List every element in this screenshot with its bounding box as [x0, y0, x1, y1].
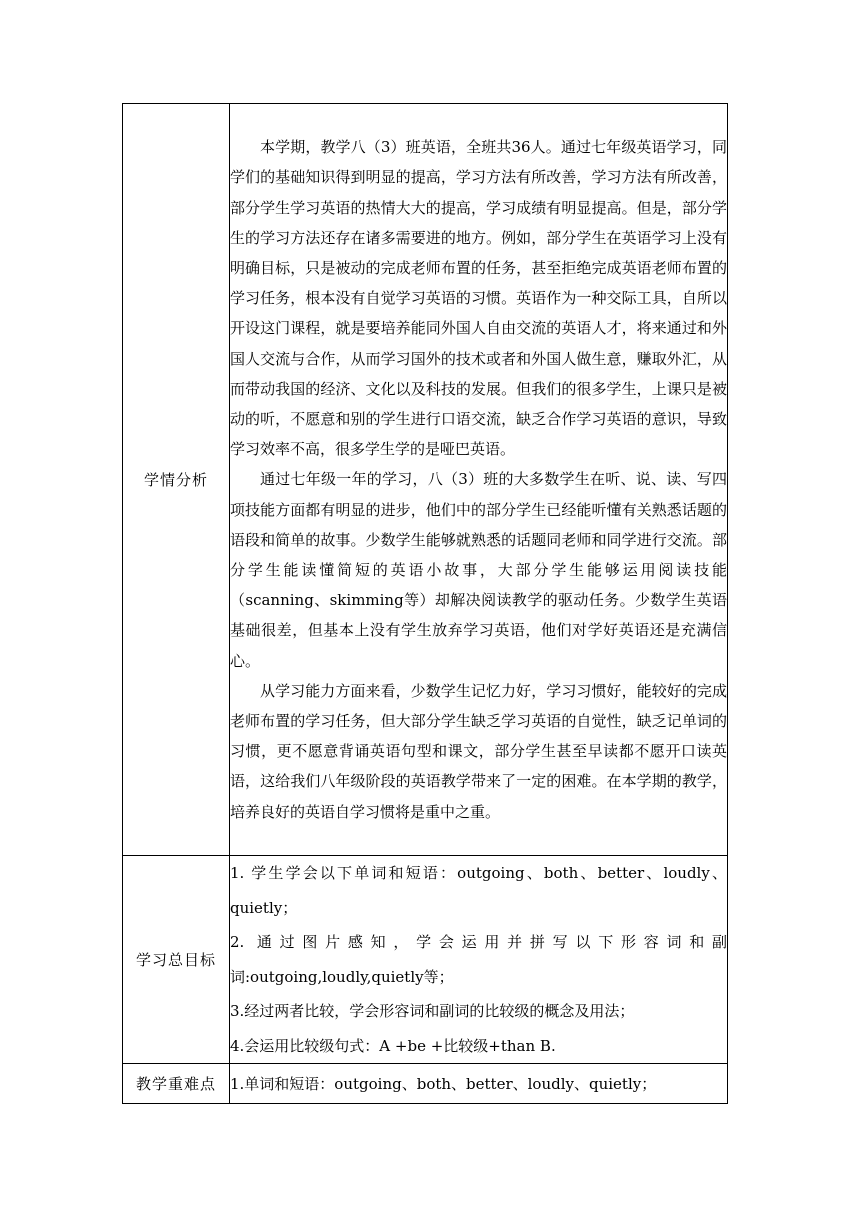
analysis-paragraph-3: 从学习能力方面来看，少数学生记忆力好，学习习惯好，能较好的完成老师布置的学习任务，但大部分学生缺乏学习英语的自觉性，缺乏记单词的习惯，更不愿意背诵英语句型和课文，部分学生甚至早读都不愿开口读英语，这给我们八年级阶段的英语教学带来了一定的困难。在本学期的教学，培养良好的英语自学习惯将是重中之重。: [230, 681, 727, 821]
analysis-paragraph-1: 本学期，教学八（3）班英语，全班共36人。通过七年级英语学习，同学们的基础知识得到明显的提高，学习方法有所改善，学习方法有所改善，部分学生学习英语的热情大大的提高，学习成绩有明显提高。但是，部分学生的学习方法还存在诸多需要进的地方。例如，部分学生在英语学习上没有明确目标，只是被动的完成老师布置的任务，甚至拒绝完成英语老师布置的学习任务，根本没有自觉学习英语的习惯。英语作为一种交际工具，自所以开设这门课程，就是要培养能同外国人自由交流的英语人才，将来通过和外国人交流与合作，从而学习国外的技术或者和外国人做生意，赚取外汇，从而带动我国的经济、文化以及科技的发展。但我们的很多学生，上课只是被动的听，不愿意和别的学生进行口语交流，缺乏合作学习英语的意识，导致学习效率不高，很多学生学的是哑巴英语。: [230, 138, 727, 459]
key-point-item-1: 1.单词和短语：outgoing、both、better、loudly、quietly；: [230, 1074, 657, 1093]
table-row-key-points: [123, 1064, 728, 1104]
key-points-content: [230, 1064, 728, 1104]
analysis-paragraph-2: 通过七年级一年的学习，八（3）班的大多数学生在听、说、读、写四项技能方面都有明显的进步，他们中的部分学生已经能听懂有关熟悉话题的语段和简单的故事。少数学生能够就熟悉的话题同老师和同学进行交流。部分学生能读懂简短的英语小故事，大部分学生能够运用阅读技能（scanning、skimming等）却解决阅读教学的驱动任务。少数学生英语基础很差，但基本上没有学生放弃学习英语，他们对学好英语还是充满信心。: [230, 470, 727, 670]
analysis-content: [230, 104, 728, 856]
goal-item-4: 4.会运用比较级句式：A +be +比较级+than B.: [230, 1036, 556, 1055]
row-label-analysis: 学情分析: [123, 104, 230, 856]
row-label-key-points: 教学重难点: [123, 1064, 230, 1104]
goal-item-3: 3.经过两者比较，学会形容词和副词的比较级的概念及用法；: [230, 1002, 635, 1020]
table-row-analysis: [123, 104, 728, 856]
goal-item-2: 2. 通过图片感知，学会运用并拼写以下形容词和副词:outgoing,loudly,quietly等；: [230, 933, 727, 986]
lesson-plan-table: [122, 103, 728, 1104]
goal-item-1: 1. 学生学会以下单词和短语：outgoing、both、better、loudly、quietly；: [230, 864, 727, 917]
goals-content: [230, 856, 728, 1064]
row-label-goals: 学习总目标: [123, 856, 230, 1064]
table-row-goals: [123, 856, 728, 1064]
